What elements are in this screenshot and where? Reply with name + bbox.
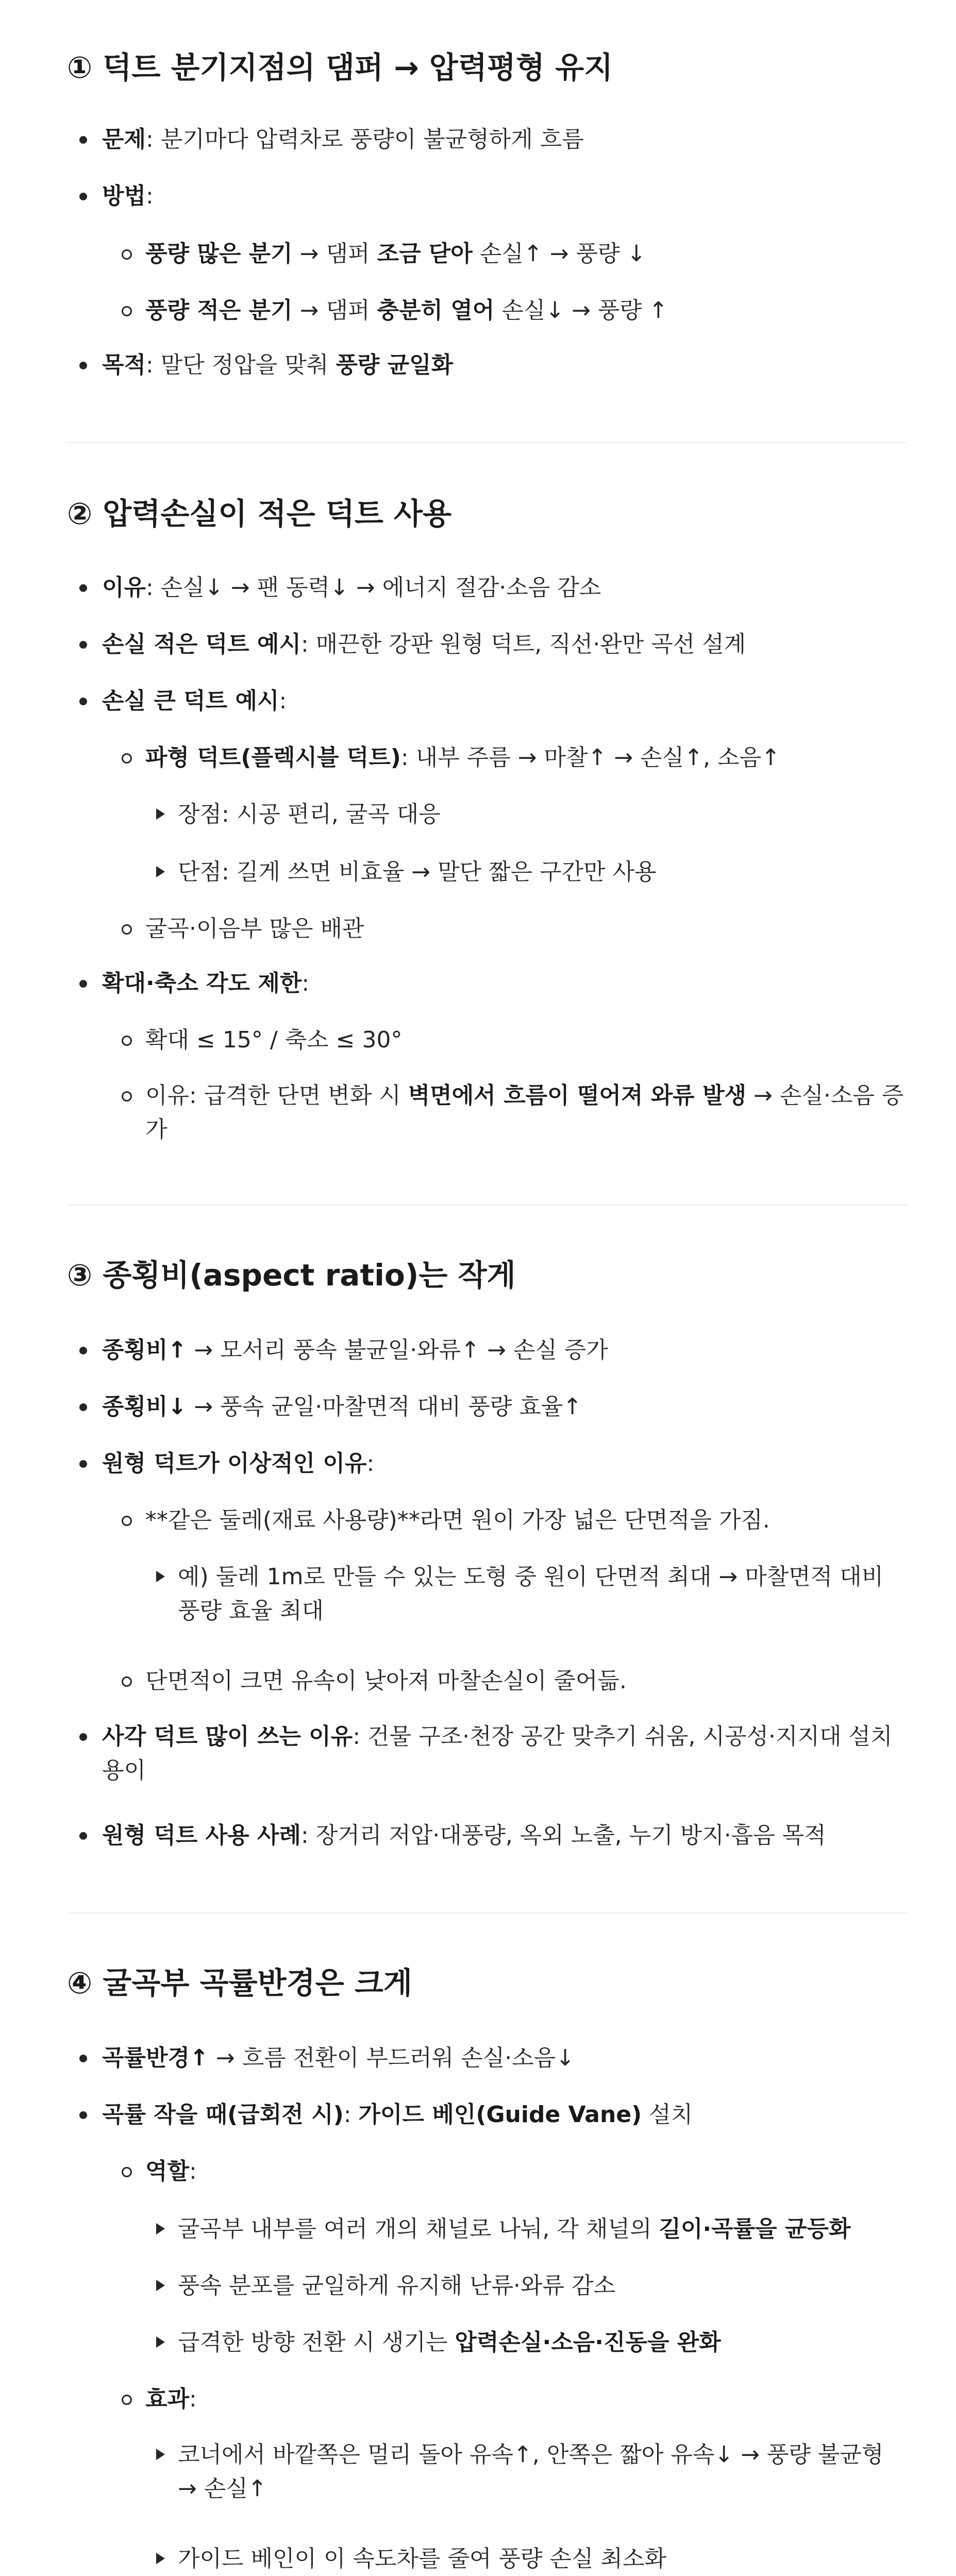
list-item — [102, 2041, 906, 2075]
section-4-title: ④ 굴곡부 곡률반경은 크게 — [67, 1965, 412, 2001]
rect-reason-text: : 건물 구조·천장 공간 맞추기 쉬움, 시공성·지지대 설치 용이 — [102, 1723, 893, 1784]
radius-label: 곡률반경↑ — [102, 2045, 209, 2071]
angle-label: 확대·축소 각도 제한 — [102, 970, 302, 996]
list-item — [145, 237, 906, 271]
angle-reason-bold: 벽면에서 흐름이 떨어져 와류 발생 — [408, 1082, 747, 1109]
list-item — [102, 348, 906, 382]
small-radius-label: 곡률 작을 때(급회전 시) — [102, 2102, 344, 2128]
few-branch-bold: 충분히 열어 — [377, 297, 495, 324]
small-radius-end: 설치 — [642, 2102, 693, 2128]
flex-duct-label: 파형 덕트(플렉시블 덕트) — [145, 744, 401, 771]
section-3-title: ③ 종횡비(aspect ratio)는 작게 — [67, 1258, 516, 1293]
reason-label: 이유 — [102, 574, 146, 601]
reason-text: : 손실↓ → 팬 동력↓ → 에너지 절감·소음 감소 — [146, 574, 601, 601]
list-item — [102, 1720, 906, 1788]
list-item: 단면적이 크면 유속이 낮아져 마찰손실이 줄어듦. — [145, 1664, 906, 1698]
role-colon: : — [189, 2158, 197, 2184]
list-item — [102, 1819, 906, 1853]
list-item — [102, 123, 906, 157]
guide-vane-bold: 가이드 베인(Guide Vane) — [358, 2102, 642, 2128]
effect-label: 효과 — [145, 2386, 190, 2412]
list-item — [102, 967, 906, 1001]
section-divider — [67, 1912, 907, 1913]
low-loss-label: 손실 적은 덕트 예시 — [102, 631, 301, 657]
list-item — [102, 179, 906, 213]
aspect-down-label: 종횡비↓ — [102, 1394, 187, 1420]
list-item — [102, 571, 906, 605]
goal-bold: 풍량 균일화 — [336, 352, 454, 378]
aspect-up-text: → 모서리 풍속 불균일·와류↑ → 손실 증가 — [187, 1337, 608, 1363]
problem-label: 문제 — [102, 126, 146, 152]
round-reason-colon: : — [366, 1450, 375, 1477]
list-item: 확대 ≤ 15° / 축소 ≤ 30° — [145, 1023, 906, 1057]
role-label: 역할 — [145, 2158, 190, 2184]
problem-text: : 분기마다 압력차로 풍량이 불균형하게 흐름 — [146, 126, 584, 152]
few-branch-label: 풍량 적은 분기 — [145, 297, 293, 324]
low-loss-text: : 매끈한 강판 원형 덕트, 직선·완만 곡선 설계 — [301, 631, 746, 657]
list-item: 코너에서 바깥쪽은 멀리 돌아 유속↑, 안쪽은 짧아 유속↓ → 풍량 불균형 → 손실↑ — [178, 2438, 906, 2506]
list-item — [145, 1079, 906, 1147]
aspect-down-text: → 풍속 균일·마찰면적 대비 풍량 효율↑ — [187, 1394, 582, 1420]
list-item — [102, 1447, 906, 1481]
method-label: 방법 — [102, 183, 146, 209]
list-item — [145, 2155, 906, 2189]
rect-reason-label: 사각 덕트 많이 쓰는 이유 — [102, 1723, 353, 1750]
goal-label: 목적 — [102, 352, 146, 378]
list-item — [102, 1390, 906, 1424]
many-branch-mid: → 댐퍼 — [292, 241, 377, 267]
list-item: 가이드 베인이 이 속도차를 줄여 풍량 손실 최소화 — [178, 2542, 906, 2576]
section-2-title: ② 압력손실이 적은 덕트 사용 — [67, 496, 452, 531]
role3-start: 급격한 방향 전환 시 생기는 — [178, 2329, 455, 2355]
round-reason-label: 원형 덕트가 이상적인 이유 — [102, 1450, 367, 1477]
method-colon: : — [146, 183, 154, 209]
high-loss-label: 손실 큰 덕트 예시 — [102, 688, 279, 714]
flex-duct-text: : 내부 주름 → 마찰↑ → 손실↑, 소음↑ — [400, 744, 780, 771]
angle-reason-end: → 손실·소음 증가 — [145, 1082, 904, 1143]
list-item — [145, 741, 906, 775]
list-item — [102, 628, 906, 662]
few-branch-mid: → 댐퍼 — [292, 297, 377, 324]
many-branch-label: 풍량 많은 분기 — [145, 241, 293, 267]
role1-start: 굴곡부 내부를 여러 개의 채널로 나눠, 각 채널의 — [178, 2216, 659, 2242]
list-item: 장점: 시공 편리, 굴곡 대응 — [178, 798, 906, 832]
section-divider — [67, 442, 907, 443]
list-item: **같은 둘레(재료 사용량)**라면 원이 가장 넓은 단면적을 가짐. — [145, 1503, 906, 1537]
radius-text: → 흐름 전환이 부드러워 손실·소음↓ — [208, 2045, 575, 2071]
many-branch-end: 손실↑ → 풍량 ↓ — [472, 241, 646, 267]
list-item: 굴곡·이음부 많은 배관 — [145, 912, 906, 946]
round-case-label: 원형 덕트 사용 사례 — [102, 1822, 301, 1849]
role3-bold: 압력손실·소음·진동을 완화 — [455, 2329, 721, 2355]
angle-colon: : — [301, 970, 310, 996]
list-item — [178, 2326, 906, 2360]
effect-colon: : — [189, 2386, 197, 2412]
high-loss-colon: : — [279, 688, 287, 714]
list-item: 단점: 길게 쓰면 비효율 → 말단 짧은 구간만 사용 — [178, 855, 906, 889]
angle-reason-start: 이유: 급격한 단면 변화 시 — [145, 1082, 408, 1109]
list-item — [102, 1333, 906, 1367]
few-branch-end: 손실↓ → 풍량 ↑ — [494, 297, 668, 324]
section-divider — [67, 1205, 907, 1206]
list-item — [178, 2212, 906, 2246]
list-item: 예) 둘레 1m로 만들 수 있는 도형 중 원이 단면적 최대 → 마찰면적 대비 풍량 효율 최대 — [178, 1560, 906, 1628]
list-item — [102, 2098, 906, 2132]
list-item: 풍속 분포를 균일하게 유지해 난류·와류 감소 — [178, 2269, 906, 2303]
goal-mid: : 말단 정압을 맞춰 — [146, 352, 336, 378]
role1-bold: 길이·곡률을 균등화 — [659, 2216, 851, 2242]
list-item — [102, 684, 906, 718]
small-radius-mid: : — [343, 2102, 359, 2128]
section-1-title: ① 덕트 분기지점의 댐퍼 → 압력평형 유지 — [67, 50, 613, 85]
aspect-up-label: 종횡비↑ — [102, 1337, 187, 1363]
many-branch-bold: 조금 닫아 — [377, 241, 473, 267]
list-item — [145, 2382, 906, 2416]
list-item — [145, 294, 906, 328]
round-case-text: : 장거리 저압·대풍량, 옥외 노출, 누기 방지·흡음 목적 — [301, 1822, 826, 1849]
